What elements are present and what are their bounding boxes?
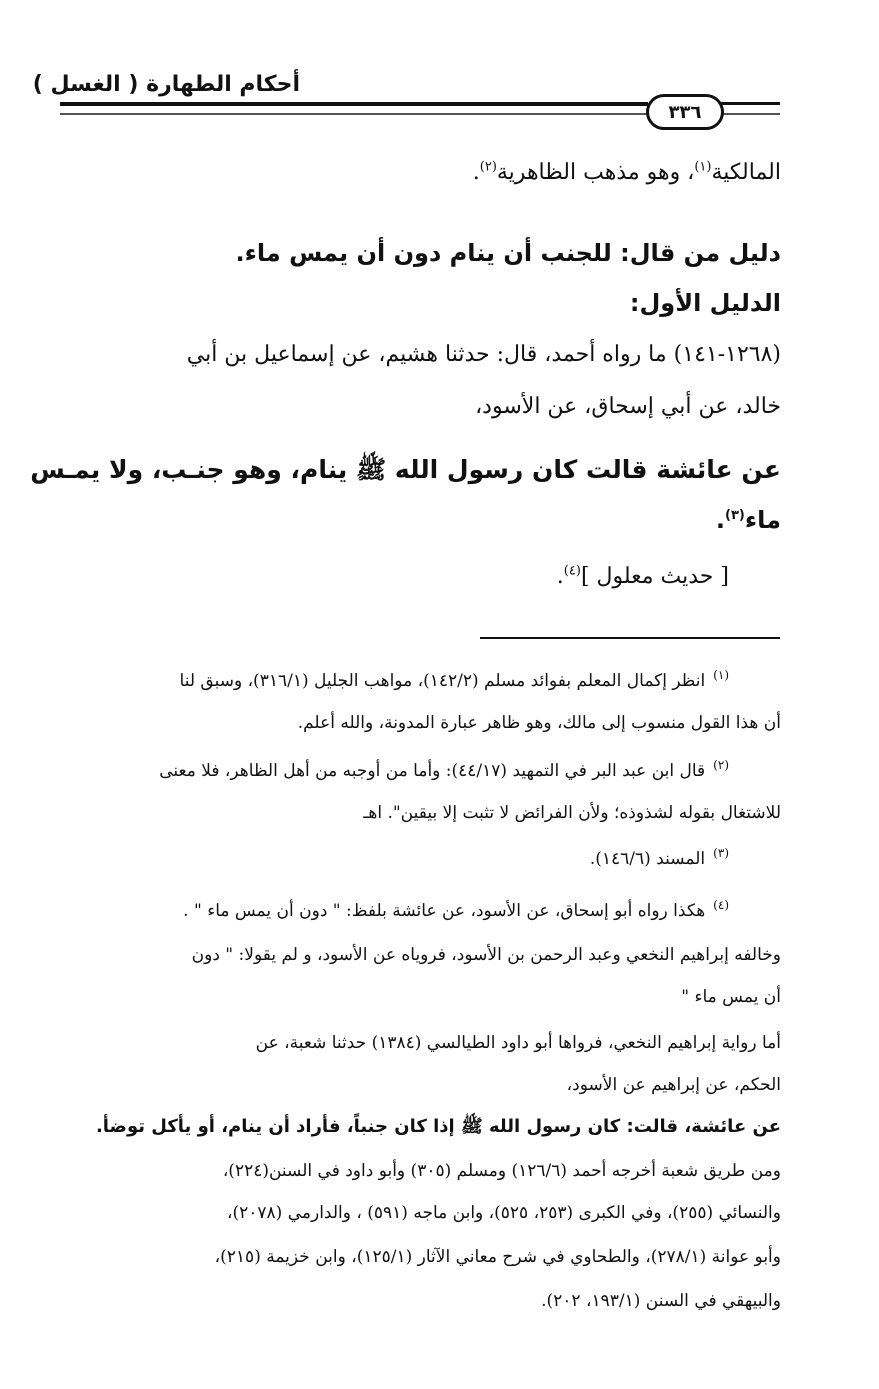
- footnote-text: قال ابن عبد البر في التمهيد (٤٤/١٧): وأما من أوجبه من أهل الظاهر، فلا معنى: [159, 761, 706, 781]
- text-run: [ حديث معلول ]: [580, 564, 729, 589]
- hadith-text-1: عن عائشة قالت كان رسول الله ﷺ ينام، وهو جنـب، ولا يمـس: [30, 455, 781, 484]
- footnote-4-line-5: الحكم، عن إبراهيم عن الأسود،: [566, 1075, 781, 1095]
- subheading-first-evidence: الدليل الأول:: [629, 289, 781, 317]
- footnote-number: (٣): [713, 846, 729, 861]
- footnote-4-line-9: وأبو عوانة (٢٧٨/١)، والطحاوي في شرح معاني الآثار (١٢٥/١)، وابن خزيمة (٢١٥)،: [214, 1247, 781, 1267]
- footnote-text: هكذا رواه أبو إسحاق، عن الأسود، عن عائشة بلفظ: " دون أن يمس ماء " .: [183, 901, 706, 921]
- body-line-isnad-1: (١٢٦٨-١٤١) ما رواه أحمد، قال: حدثنا هشيم، عن إسماعيل بن أبي: [186, 342, 781, 367]
- text-run: .: [556, 564, 564, 589]
- page-number-badge: [646, 94, 724, 130]
- hadith-text-2: [81, 505, 781, 535]
- footnote-2-line-1: [9, 758, 729, 784]
- body-line-1: [81, 158, 781, 188]
- footnote-text: انظر إكمال المعلم بفوائد مسلم (١٤٢/٢)، مواهب الجليل (٣١٦/١)، وسبق لنا: [179, 671, 706, 691]
- footnote-4-line-1: [9, 898, 729, 924]
- footnote-4-line-7: ومن طريق شعبة أخرجه أحمد (١٢٦/٦) ومسلم (٣٠٥) وأبو داود في السنن(٢٢٤)،: [222, 1161, 781, 1181]
- section-heading: دليل من قال: للجنب أن ينام دون أن يمس ماء.: [235, 239, 781, 267]
- footnote-1-line-2: أن هذا القول منسوب إلى مالك، وهو ظاهر عبارة المدونة، والله أعلم.: [297, 713, 781, 733]
- footnote-number: (١): [713, 668, 729, 683]
- footnote-ref-4[interactable]: (٤): [563, 563, 581, 579]
- footnote-number: (٤): [713, 898, 729, 913]
- footnote-ref-3[interactable]: (٣): [725, 508, 745, 523]
- footnote-2-line-2: للاشتغال بقوله لشذوذه؛ ولأن الفرائض لا تثبت إلا بيقين". اهـ: [363, 803, 781, 823]
- text-run: .: [472, 160, 480, 185]
- footnote-4-line-10: والبيهقي في السنن (١٩٣/١، ٢٠٢).: [541, 1291, 781, 1311]
- footnote-4-line-8: والنسائي (٢٥٥)، وفي الكبرى (٢٥٣، ٥٢٥)، وابن ماجه (٥٩١) ، والدارمي (٢٠٧٨)،: [227, 1203, 781, 1223]
- footnote-4-line-2: وخالفه إبراهيم النخعي وعبد الرحمن بن الأسود، فروياه عن الأسود، و لم يقولا: " دون: [191, 945, 781, 965]
- hadith-verdict: [29, 562, 729, 592]
- header-rule-thick: [60, 102, 648, 106]
- footnote-text: المسند (١٤٦/٦).: [589, 849, 706, 869]
- text-run: .: [715, 506, 726, 534]
- running-header-title: أحكام الطهارة ( الغسل ): [32, 72, 300, 97]
- footnote-4-line-3: أن يمس ماء ": [681, 987, 781, 1007]
- footnote-number: (٢): [713, 758, 729, 773]
- page-number: ٣٣٦: [668, 101, 702, 123]
- text-run: ماء: [744, 506, 781, 534]
- footnote-3-line-1: [9, 846, 729, 872]
- footnote-ref-1[interactable]: (١): [694, 159, 712, 175]
- body-line-isnad-2: خالد، عن أبي إسحاق، عن الأسود،: [475, 394, 781, 419]
- header-rule-right: [718, 102, 780, 105]
- text-run: ، وهو مذهب الظاهرية: [496, 160, 695, 185]
- footnote-4-line-4: أما رواية إبراهيم النخعي، فرواها أبو داود الطيالسي (١٣٨٤) حدثنا شعبة، عن: [255, 1033, 781, 1053]
- footnote-separator: [480, 637, 780, 639]
- text-run: المالكية: [711, 160, 781, 185]
- footnote-1-line-1: [9, 668, 729, 694]
- footnote-4-hadith: عن عائشة، قالت: كان رسول الله ﷺ إذا كان جنباً، فأراد أن ينام، أو يأكل توضأ.: [95, 1116, 781, 1137]
- footnote-ref-2[interactable]: (٢): [479, 159, 497, 175]
